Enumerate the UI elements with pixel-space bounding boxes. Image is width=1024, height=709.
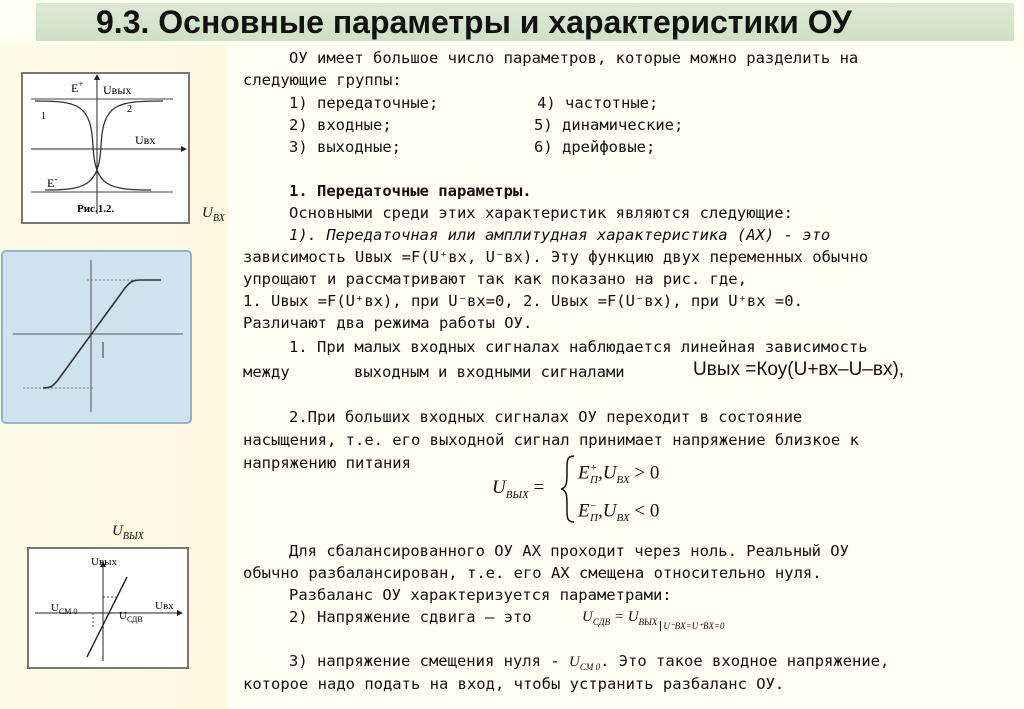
group-6: 6) дрейфовые; — [534, 138, 656, 156]
group-4: 4) частотные; — [537, 94, 659, 112]
section-line-6: Различают два режима работы ОУ. — [243, 314, 533, 332]
section-line-2: 1). Передаточная или амплитудная характеристика (АХ) - это — [289, 226, 831, 244]
uvx-label: $U_{ВХ}$ — [202, 205, 225, 224]
e-plus-label: E+ — [71, 79, 84, 95]
figure-linear-characteristic — [1, 250, 192, 424]
mode2-line-1: 2.При больших входных сигналах ОУ переходит в состояние — [289, 408, 803, 426]
shift-voltage-item: 2) Напряжение сдвига – это — [289, 608, 532, 626]
intro-line-2: следующие группы: — [243, 71, 402, 89]
between-text: выходным и входными сигналами — [354, 363, 625, 381]
intro-line-1: ОУ имеет большое число параметров, которые можно разделить на — [289, 49, 859, 67]
curve-1-label: 1 — [41, 111, 46, 122]
offset-voltage-line-2: которое надо подать на вход, чтобы устранить разбаланс ОУ. — [243, 675, 785, 693]
page-title: 9.3. Основные параметры и характеристики ОУ — [96, 4, 852, 40]
saturation-case-1: $E^+_П,U_{ВХ} > 0$ — [578, 462, 660, 487]
curve-2-label: 2 — [127, 104, 132, 115]
transfer-curves-svg — [23, 74, 188, 222]
uvyx-label: $U_{ВЫХ}$ — [112, 523, 144, 542]
offset-voltage-symbol: $U_{СМ 0}$ — [568, 654, 601, 672]
shift-voltage-formula: $U_{СДВ} = U_{ВЫХ}$ $_{U^-BX=U^+BX=0}$ — [582, 609, 725, 631]
brace — [558, 454, 578, 524]
section-line-3: зависимость Uвых =F(U⁺вх, U⁻вх). Эту функцию двух переменных обычно — [243, 248, 869, 266]
group-3: 3) выходные; — [289, 138, 401, 156]
group-1: 1) передаточные; — [289, 94, 439, 112]
group-2: 2) входные; — [289, 116, 392, 134]
balance-line-1: Для сбалансированного ОУ АХ проходит через ноль. Реальный ОУ — [289, 542, 849, 560]
section-line-7: 1. При малых входных сигналах наблюдается линейная зависимость — [289, 338, 868, 356]
balance-line-3: Разбаланс ОУ характеризуется параметрами: — [289, 586, 672, 604]
offset-characteristic-svg — [29, 549, 187, 667]
uin-label: Uвх — [135, 133, 156, 147]
section-heading: 1. Передаточные параметры. — [289, 182, 532, 200]
uout-label: Uвых — [91, 556, 118, 568]
saturation-case-2: $E^-_П,U_{ВХ} < 0$ — [578, 500, 660, 525]
between-word: между — [243, 363, 290, 381]
mode2-line-2: насыщения, т.е. его выходной сигнал принимает напряжение близкое к — [243, 431, 859, 449]
saturation-formula-lhs: $U_{ВЫХ}$ = — [492, 477, 545, 501]
balance-line-2: обычно разбалансирован, т.е. его АХ смещена относительно нуля. — [243, 564, 822, 582]
figure-caption: Рис.1.2. — [77, 203, 115, 215]
linear-characteristic-svg — [3, 252, 190, 422]
uin-label: Uвх — [155, 600, 174, 612]
figure-offset-characteristic — [27, 547, 189, 669]
linear-formula: Uвых =Коу(U+вх–U–вх), — [693, 359, 905, 380]
mode2-line-3: напряжению питания — [243, 454, 411, 472]
usdv-label: $U_{СДВ}$ — [119, 610, 143, 624]
ucm-label: $U_{СМ 0}$ — [51, 602, 78, 616]
x-axis-arrow — [181, 146, 187, 152]
section-line-5: 1. Uвых =F(U⁺вх), при U⁻вх=0, 2. Uвых =F(U⁻вх), при U⁺вх =0. — [243, 292, 803, 310]
group-5: 5) динамические; — [534, 116, 684, 134]
y-axis-arrow — [94, 74, 100, 80]
figure-transfer-curves — [21, 72, 190, 224]
e-minus-label: E- — [47, 174, 58, 190]
uout-label: Uвых — [103, 83, 132, 97]
x-axis-arrow — [177, 610, 183, 616]
offset-voltage-item: 3) напряжение смещения нуля - $U_{СМ 0}$. Это такое входное напряжение, — [289, 652, 890, 672]
section-line-1: Основными среди этих характеристик являются следующие: — [289, 204, 793, 222]
section-line-4: упрощают и рассматривают так как показано на рис. где, — [243, 270, 747, 288]
